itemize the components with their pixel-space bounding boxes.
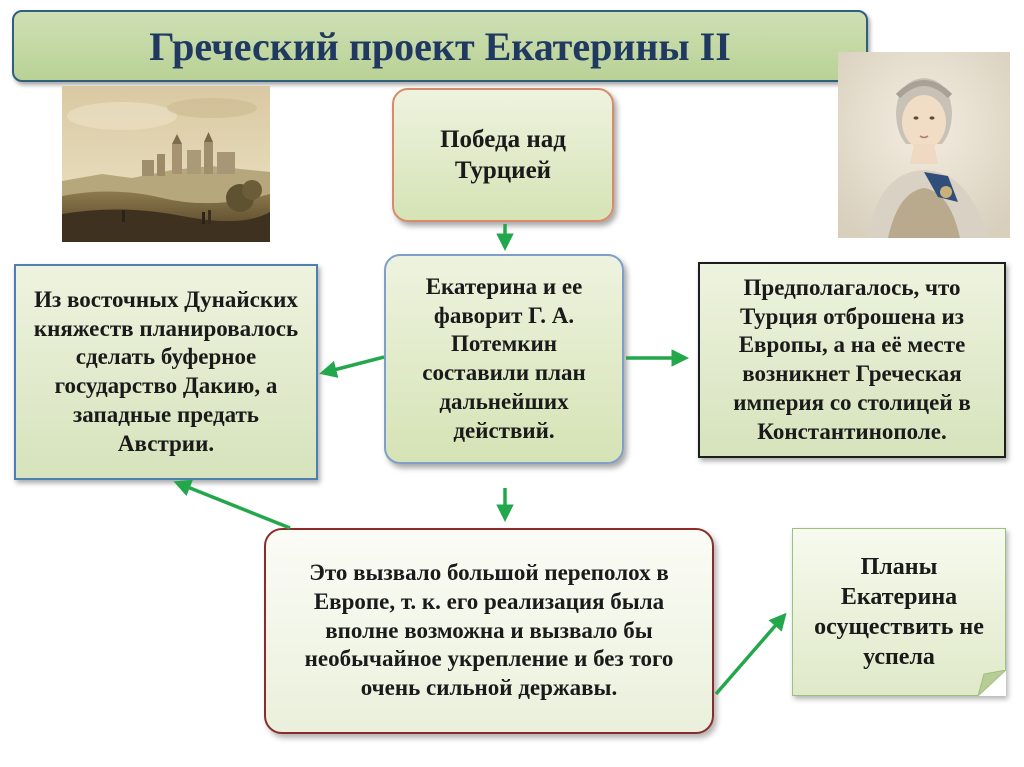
europe-reaction-text: Это вызвало большой переполох в Европе, т. к. его реализация была вполне возможна и вызвало бы необычайное укрепление и без того очень сильной державы. xyxy=(304,560,674,701)
arrow-europe-to-danube xyxy=(180,484,290,528)
arrow-plan-to-danube xyxy=(326,357,384,372)
outcome-note-text: Планы Екатерина осуществить не успела xyxy=(814,554,984,670)
plan-text: Екатерина и ее фаворит Г. А. Потемкин составили план дальнейших действий. xyxy=(422,273,586,443)
slide-title: Греческий проект Екатерины II xyxy=(149,23,731,69)
greek-empire-text: Предполагалось, что Турция отброшена из Европы, а на её месте возникнет Греческая империя со столицей в Константинополе. xyxy=(733,274,971,444)
danube-states-text: Из восточных Дунайских княжеств планировалось сделать буферное государство Дакию, а западные предать Австрии. xyxy=(33,286,299,456)
arrow-europe-to-outcome xyxy=(716,618,782,694)
victory-text: Победа над Турцией xyxy=(440,125,566,184)
